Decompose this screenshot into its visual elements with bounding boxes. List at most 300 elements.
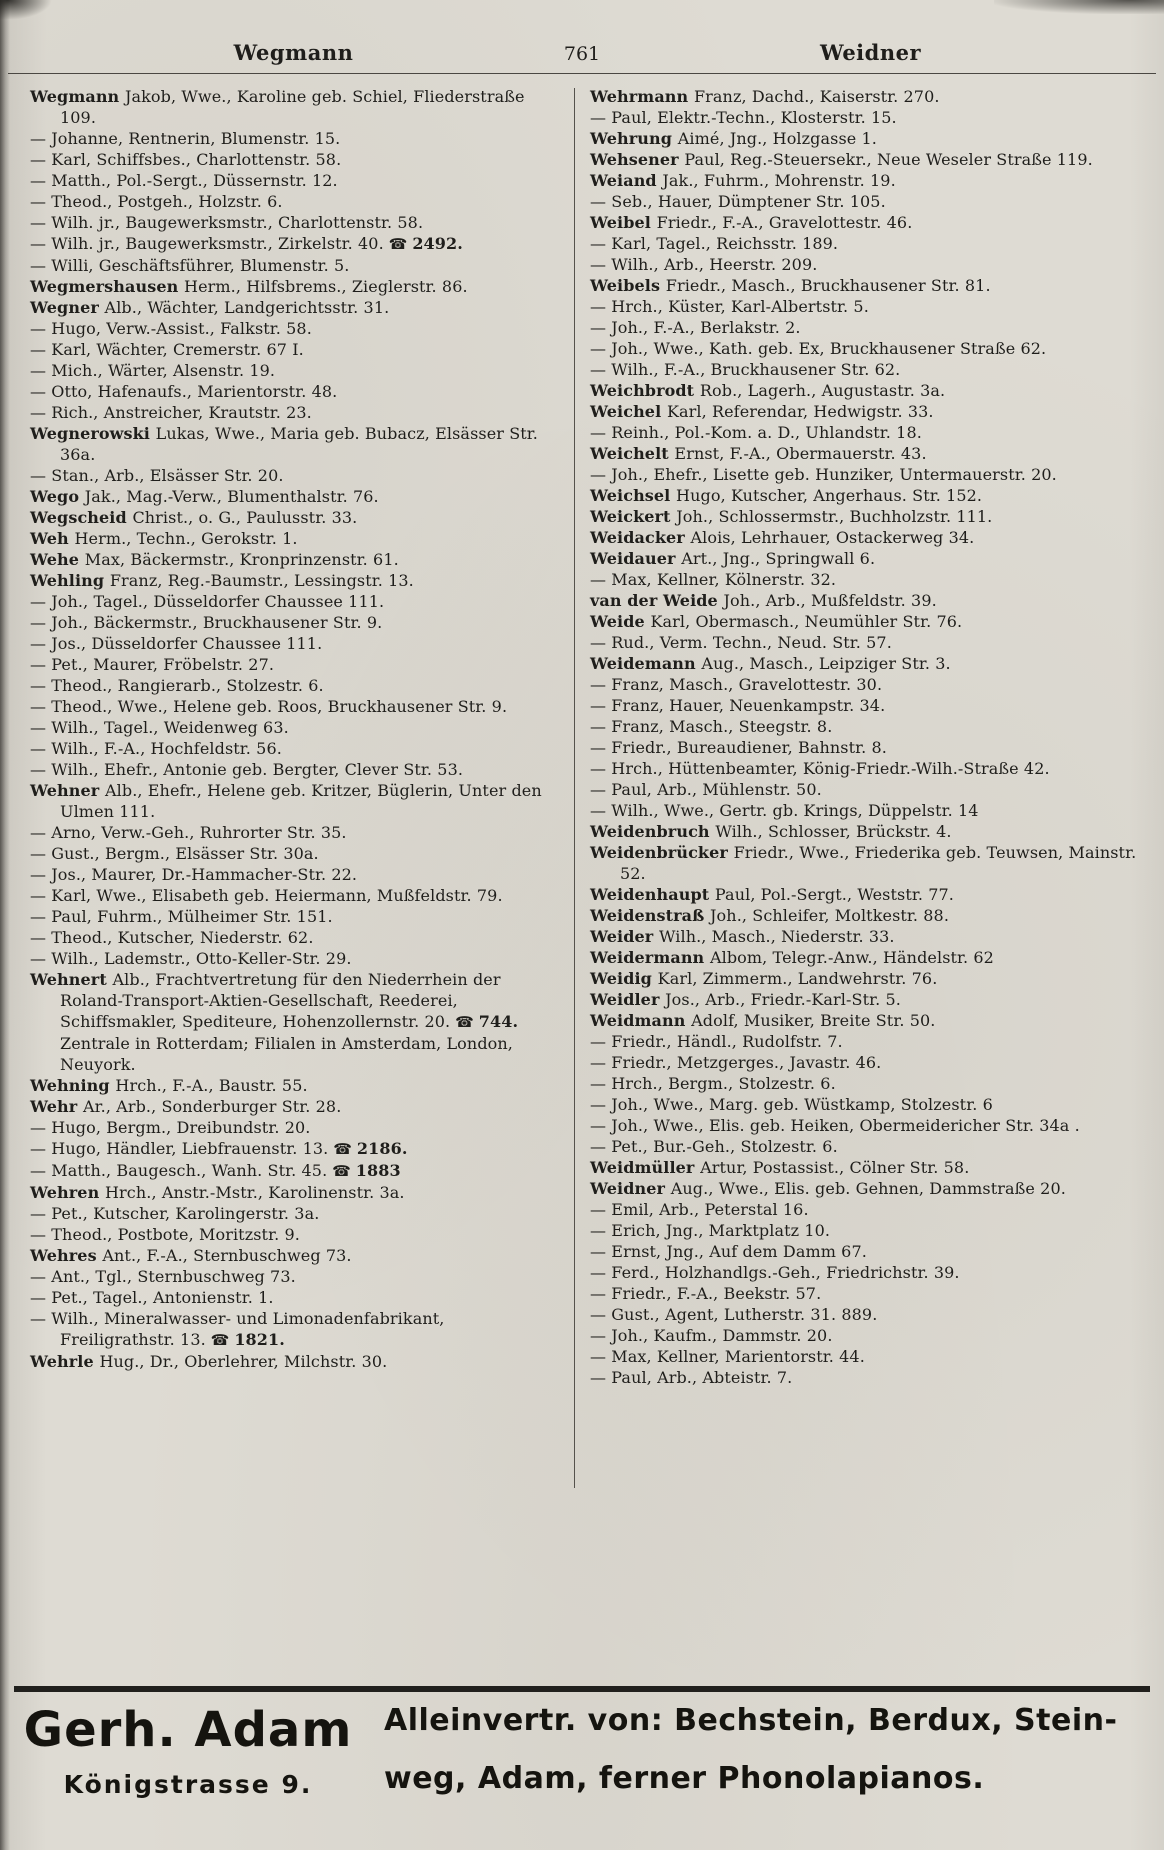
entry-text: — Ant., Tgl., Sternbuschweg 73. <box>30 1267 296 1286</box>
directory-entry <box>590 968 1140 989</box>
directory-entry <box>590 611 1140 632</box>
entry-text: Lukas, Wwe., Maria geb. Bubacz, Elsässer Str. 36a. <box>60 424 538 464</box>
entry-text: — Hrch., Bergm., Stolzestr. 6. <box>590 1074 836 1093</box>
directory-entry <box>590 485 1140 506</box>
entry-text: Herm., Techn., Gerokstr. 1. <box>74 529 298 548</box>
directory-entry <box>590 107 1140 128</box>
directory-entry <box>590 737 1140 758</box>
entry-text: — Karl, Wächter, Cremerstr. 67 I. <box>30 340 304 359</box>
directory-entry <box>590 128 1140 149</box>
directory-entry <box>30 1117 558 1138</box>
directory-entry <box>30 339 558 360</box>
entry-text: — Matth., Pol.-Sergt., Düssernstr. 12. <box>30 171 338 190</box>
directory-entry <box>590 674 1140 695</box>
entry-text: — Wilh. jr., Baugewerksmstr., Charlottenstr. 58. <box>30 213 424 232</box>
entry-text: Max, Bäckermstr., Kronprinzenstr. 61. <box>84 550 399 569</box>
entry-surname: Wehrmann <box>590 87 694 106</box>
telephone-number: 2186. <box>356 1139 408 1158</box>
directory-entry <box>30 885 558 906</box>
entry-surname: Weibel <box>590 213 657 232</box>
directory-entry <box>590 380 1140 401</box>
entry-surname: Wegmershausen <box>30 277 185 296</box>
directory-entry <box>30 1096 558 1117</box>
entry-text: — Rud., Verm. Techn., Neud. Str. 57. <box>590 633 892 652</box>
entry-surname: Weichbrodt <box>590 381 700 400</box>
directory-entry <box>30 948 558 969</box>
entry-text: — Ferd., Holzhandlgs.-Geh., Friedrichstr. 39. <box>590 1263 960 1282</box>
entry-surname: Weidemann <box>590 654 702 673</box>
entry-text: Karl, Zimmerm., Landwehrstr. 76. <box>657 969 938 988</box>
directory-entry <box>30 969 558 1075</box>
directory-entry <box>590 695 1140 716</box>
directory-entry <box>30 1203 558 1224</box>
entry-text-continued: Zentrale in Rotterdam; Filialen in Amsterdam, London, Neuyork. <box>60 1034 513 1074</box>
directory-entry <box>30 570 558 591</box>
entry-text: — Ernst, Jng., Auf dem Damm 67. <box>590 1242 867 1261</box>
entry-text: Franz, Reg.-Baumstr., Lessingstr. 13. <box>109 571 414 590</box>
column-left <box>30 86 558 1488</box>
entry-surname: Weidler <box>590 990 666 1009</box>
directory-entry <box>590 1325 1140 1346</box>
telephone-icon: ☎ <box>383 235 413 253</box>
entry-text: — Jos., Maurer, Dr.-Hammacher-Str. 22. <box>30 865 358 884</box>
entry-text: Jak., Mag.-Verw., Blumenthalstr. 76. <box>84 487 379 506</box>
entry-surname: Weidenhaupt <box>590 885 715 904</box>
directory-entry <box>30 1224 558 1245</box>
entry-text: Adolf, Musiker, Breite Str. 50. <box>691 1011 936 1030</box>
entry-text: Friedr., Masch., Bruckhausener Str. 81. <box>665 276 991 295</box>
entry-text: — Jos., Düsseldorfer Chaussee 111. <box>30 634 323 653</box>
telephone-number: 1821. <box>234 1330 285 1349</box>
entry-text: — Karl, Schiffsbes., Charlottenstr. 58. <box>30 150 342 169</box>
directory-entry <box>590 1241 1140 1262</box>
directory-entry <box>590 401 1140 422</box>
entry-text: Jos., Arb., Friedr.-Karl-Str. 5. <box>665 990 901 1009</box>
entry-surname: Weibels <box>590 276 666 295</box>
entry-text: Jakob, Wwe., Karoline geb. Schiel, Fliederstraße 109. <box>60 87 525 127</box>
entry-text: Friedr., Wwe., Friederika geb. Teuwsen, Mainstr. 52. <box>620 843 1137 883</box>
directory-entry <box>590 422 1140 443</box>
advertiser-address: Königstrasse 9. <box>63 1770 313 1799</box>
directory-entry <box>590 464 1140 485</box>
telephone-number: 744. <box>478 1012 519 1031</box>
entry-text: — Hrch., Hüttenbeamter, König-Friedr.-Wilh.-Straße 42. <box>590 759 1050 778</box>
entry-text: Hrch., Anstr.-Mstr., Karolinenstr. 3a. <box>105 1183 405 1202</box>
directory-entry <box>30 1245 558 1266</box>
directory-entry <box>590 1136 1140 1157</box>
directory-entry <box>590 1178 1140 1199</box>
directory-entry <box>30 1308 558 1351</box>
directory-entry <box>30 255 558 276</box>
entry-text: Aug., Masch., Leipziger Str. 3. <box>701 654 951 673</box>
entry-surname: Wehr <box>30 1097 83 1116</box>
entry-text: Jak., Fuhrm., Mohrenstr. 19. <box>662 171 896 190</box>
entry-text: — Joh., Bäckermstr., Bruckhausener Str. 9. <box>30 613 383 632</box>
entry-text: — Joh., F.-A., Berlakstr. 2. <box>590 318 801 337</box>
directory-entry <box>30 1160 558 1182</box>
directory-entry <box>30 1182 558 1203</box>
directory-entry <box>30 528 558 549</box>
directory-entry <box>590 86 1140 107</box>
directory-entry <box>590 1052 1140 1073</box>
entry-text: Joh., Arb., Mußfeldstr. 39. <box>723 591 937 610</box>
advertisement <box>14 1686 1150 1842</box>
entry-text: — Wilh., Ehefr., Antonie geb. Bergter, Clever Str. 53. <box>30 760 464 779</box>
entry-surname: Wehling <box>30 571 110 590</box>
entry-text: — Paul, Arb., Abteistr. 7. <box>590 1368 793 1387</box>
directory-entry <box>590 632 1140 653</box>
entry-text: — Friedr., Händl., Rudolfstr. 7. <box>590 1032 843 1051</box>
directory-entry <box>590 1010 1140 1031</box>
entry-text: — Wilh. jr., Baugewerksmstr., Zirkelstr. 40. <box>30 234 384 253</box>
entry-text: — Joh., Ehefr., Lisette geb. Hunziker, Untermauerstr. 20. <box>590 465 1057 484</box>
entry-surname: Weide <box>590 612 651 631</box>
directory-entry <box>590 842 1140 884</box>
entry-text: — Otto, Hafenaufs., Marientorstr. 48. <box>30 382 338 401</box>
entry-text: — Max, Kellner, Kölnerstr. 32. <box>590 570 837 589</box>
directory-entry <box>590 149 1140 170</box>
directory-entry <box>30 297 558 318</box>
entry-text: Hug., Dr., Oberlehrer, Milchstr. 30. <box>99 1352 388 1371</box>
entry-text: — Gust., Agent, Lutherstr. 31. 889. <box>590 1305 878 1324</box>
entry-surname: Wehe <box>30 550 85 569</box>
directory-entry <box>30 191 558 212</box>
advertisement-advertiser <box>20 1702 356 1799</box>
entry-text: — Joh., Wwe., Marg. geb. Wüstkamp, Stolzestr. 6 <box>590 1095 993 1114</box>
directory-entry <box>30 233 558 255</box>
entry-text: — Franz, Masch., Gravelottestr. 30. <box>590 675 883 694</box>
entry-text: Joh., Schlossermstr., Buchholzstr. 111. <box>676 507 993 526</box>
directory-entry <box>30 633 558 654</box>
directory-entry <box>30 212 558 233</box>
entry-text: — Paul, Elektr.-Techn., Klosterstr. 15. <box>590 108 897 127</box>
entry-text: Karl, Referendar, Hedwigstr. 33. <box>666 402 934 421</box>
entry-text: — Mich., Wärter, Alsenstr. 19. <box>30 361 276 380</box>
entry-surname: Weidenbrücker <box>590 843 734 862</box>
directory-entry <box>590 1031 1140 1052</box>
entry-surname: Weh <box>30 529 75 548</box>
entry-surname: Wehnert <box>30 970 113 989</box>
entry-text: Hugo, Kutscher, Angerhaus. Str. 152. <box>676 486 983 505</box>
entry-surname: Weidacker <box>590 528 691 547</box>
entry-text: — Hugo, Verw.-Assist., Falkstr. 58. <box>30 319 312 338</box>
entry-text: — Theod., Postbote, Moritzstr. 9. <box>30 1225 300 1244</box>
entry-text: — Hugo, Händler, Liebfrauenstr. 13. <box>30 1139 329 1158</box>
directory-entry <box>30 738 558 759</box>
directory-entry <box>590 758 1140 779</box>
directory-entry <box>30 465 558 486</box>
directory-entry <box>30 780 558 822</box>
directory-entry <box>30 822 558 843</box>
entry-surname: Weichsel <box>590 486 677 505</box>
directory-entry <box>30 1138 558 1160</box>
page-header <box>0 0 1164 73</box>
entry-text: — Willi, Geschäftsführer, Blumenstr. 5. <box>30 256 350 275</box>
entry-text: — Wilh., F.-A., Hochfeldstr. 56. <box>30 739 282 758</box>
entry-surname: Wehner <box>30 781 105 800</box>
directory-entry <box>590 170 1140 191</box>
entry-text: — Pet., Kutscher, Karolingerstr. 3a. <box>30 1204 320 1223</box>
directory-entry <box>590 905 1140 926</box>
directory-entry <box>590 338 1140 359</box>
entry-text: — Wilh., Tagel., Weidenweg 63. <box>30 718 289 737</box>
entry-surname: Wehrle <box>30 1352 100 1371</box>
directory-entry <box>590 1094 1140 1115</box>
scan-blot-top-left <box>0 0 52 20</box>
directory-entry <box>30 1287 558 1308</box>
entry-text: — Joh., Tagel., Düsseldorfer Chaussee 111. <box>30 592 385 611</box>
directory-entry <box>30 318 558 339</box>
directory-entry <box>30 86 558 128</box>
directory-entry <box>30 276 558 297</box>
entry-text: Aimé, Jng., Holzgasse 1. <box>677 129 877 148</box>
directory-entry <box>590 506 1140 527</box>
entry-text: — Max, Kellner, Marientorstr. 44. <box>590 1347 865 1366</box>
directory-entry <box>30 423 558 465</box>
directory-entry <box>590 443 1140 464</box>
entry-surname: Wehsener <box>590 150 685 169</box>
entry-surname: Wego <box>30 487 85 506</box>
entry-text: — Wilh., Mineralwasser- und Limonadenfabrikant, Freiligrathstr. 13. <box>30 1309 445 1349</box>
entry-text: Alb., Ehefr., Helene geb. Kritzer, Büglerin, Unter den Ulmen 111. <box>60 781 542 821</box>
entry-text: — Friedr., Metzgerges., Javastr. 46. <box>590 1053 882 1072</box>
entry-text: Friedr., F.-A., Gravelottestr. 46. <box>656 213 913 232</box>
directory-entry <box>590 191 1140 212</box>
entry-text: — Paul, Arb., Mühlenstr. 50. <box>590 780 822 799</box>
telephone-icon: ☎ <box>327 1162 356 1180</box>
advertisement-line-2: weg, Adam, ferner Phonolapianos. <box>384 1761 985 1796</box>
entry-text: Christ., o. G., Paulusstr. 33. <box>132 508 358 527</box>
directory-entry <box>590 653 1140 674</box>
directory-entry <box>30 1266 558 1287</box>
entry-text: — Matth., Baugesch., Wanh. Str. 45. <box>30 1161 328 1180</box>
directory-entry <box>590 1283 1140 1304</box>
directory-entry <box>30 1075 558 1096</box>
directory-entry <box>30 927 558 948</box>
entry-surname: Weiand <box>590 171 663 190</box>
entry-text: — Theod., Rangierarb., Stolzestr. 6. <box>30 676 324 695</box>
directory-entry <box>30 402 558 423</box>
directory-entry <box>30 170 558 191</box>
entry-surname: Wegscheid <box>30 508 133 527</box>
entry-text: — Stan., Arb., Elsässer Str. 20. <box>30 466 284 485</box>
entry-text: Alois, Lehrhauer, Ostackerweg 34. <box>690 528 975 547</box>
directory-entry <box>590 254 1140 275</box>
entry-text: — Reinh., Pol.-Kom. a. D., Uhlandstr. 18. <box>590 423 922 442</box>
directory-entry <box>590 1199 1140 1220</box>
entry-surname: Wegnerowski <box>30 424 156 443</box>
directory-entry <box>590 1304 1140 1325</box>
entry-surname: Weichel <box>590 402 667 421</box>
entry-text: — Seb., Hauer, Dümptener Str. 105. <box>590 192 886 211</box>
directory-entry <box>590 821 1140 842</box>
entry-text: Ant., F.-A., Sternbuschweg 73. <box>102 1246 352 1265</box>
entry-surname: Wehren <box>30 1183 105 1202</box>
directory-columns <box>0 74 1164 1488</box>
entry-text: Albom, Telegr.-Anw., Händelstr. 62 <box>709 948 994 967</box>
directory-entry <box>30 759 558 780</box>
entry-text: Joh., Schleifer, Moltkestr. 88. <box>710 906 950 925</box>
entry-text: — Theod., Wwe., Helene geb. Roos, Bruckhausener Str. 9. <box>30 697 508 716</box>
entry-text: Artur, Postassist., Cölner Str. 58. <box>700 1158 970 1177</box>
entry-text: Herm., Hilfsbrems., Zieglerstr. 86. <box>184 277 468 296</box>
directory-entry <box>30 717 558 738</box>
entry-text: — Pet., Bur.-Geh., Stolzestr. 6. <box>590 1137 838 1156</box>
entry-text: — Gust., Bergm., Elsässer Str. 30a. <box>30 844 319 863</box>
directory-entry <box>590 548 1140 569</box>
directory-entry <box>590 1346 1140 1367</box>
entry-text: Aug., Wwe., Elis. geb. Gehnen, Dammstraße 20. <box>670 1179 1066 1198</box>
directory-entry <box>590 1367 1140 1388</box>
entry-text: — Arno, Verw.-Geh., Ruhrorter Str. 35. <box>30 823 347 842</box>
entry-text: — Karl, Wwe., Elisabeth geb. Heiermann, Mußfeldstr. 79. <box>30 886 503 905</box>
entry-text: Alb., Wächter, Landgerichtsstr. 31. <box>104 298 390 317</box>
telephone-icon: ☎ <box>205 1331 235 1349</box>
entry-text: — Wilh., Lademstr., Otto-Keller-Str. 29. <box>30 949 352 968</box>
directory-entry <box>30 696 558 717</box>
entry-text: Ar., Arb., Sonderburger Str. 28. <box>82 1097 342 1116</box>
entry-text: — Joh., Kaufm., Dammstr. 20. <box>590 1326 833 1345</box>
directory-entry <box>30 864 558 885</box>
entry-text: Hrch., F.-A., Baustr. 55. <box>115 1076 308 1095</box>
entry-text: Paul, Pol.-Sergt., Weststr. 77. <box>714 885 954 904</box>
entry-surname: Wehning <box>30 1076 116 1095</box>
directory-entry <box>590 317 1140 338</box>
entry-text: Wilh., Masch., Niederstr. 33. <box>659 927 895 946</box>
directory-entry <box>30 906 558 927</box>
entry-text: — Joh., Wwe., Kath. geb. Ex, Bruckhausener Straße 62. <box>590 339 1047 358</box>
entry-surname: Weidmüller <box>590 1158 701 1177</box>
entry-text: — Joh., Wwe., Elis. geb. Heiken, Obermeidericher Str. 34a . <box>590 1116 1080 1135</box>
directory-entry <box>590 1115 1140 1136</box>
entry-text: Karl, Obermasch., Neumühler Str. 76. <box>650 612 963 631</box>
directory-entry <box>590 884 1140 905</box>
entry-text: — Wilh., Arb., Heerstr. 209. <box>590 255 818 274</box>
scan-blot-top-right <box>994 0 1164 14</box>
entry-surname: Weidenbruch <box>590 822 716 841</box>
directory-entry <box>590 527 1140 548</box>
directory-entry <box>30 507 558 528</box>
directory-entry <box>30 149 558 170</box>
directory-entry <box>590 296 1140 317</box>
entry-text: — Hrch., Küster, Karl-Albertstr. 5. <box>590 297 869 316</box>
entry-text: — Friedr., Bureaudiener, Bahnstr. 8. <box>590 738 887 757</box>
telephone-number: 2492. <box>412 234 463 253</box>
directory-entry <box>590 926 1140 947</box>
scan-edge-smudge <box>0 0 10 1850</box>
advertisement-line-1: Alleinvertr. von: Bechstein, Berdux, Stein- <box>384 1703 1118 1738</box>
directory-entry <box>590 359 1140 380</box>
entry-text: — Friedr., F.-A., Beekstr. 57. <box>590 1284 822 1303</box>
entry-text: — Erich, Jng., Marktplatz 10. <box>590 1221 831 1240</box>
entry-text: Ernst, F.-A., Obermauerstr. 43. <box>674 444 927 463</box>
entry-text: — Pet., Tagel., Antonienstr. 1. <box>30 1288 274 1307</box>
entry-surname: Weidenstraß <box>590 906 711 925</box>
directory-entry <box>30 843 558 864</box>
entry-surname: Weickert <box>590 507 677 526</box>
entry-text: Paul, Reg.-Steuersekr., Neue Weseler Straße 119. <box>684 150 1093 169</box>
entry-text: — Paul, Fuhrm., Mülheimer Str. 151. <box>30 907 333 926</box>
directory-entry <box>590 569 1140 590</box>
entry-surname: Wehres <box>30 1246 103 1265</box>
directory-entry <box>30 675 558 696</box>
directory-entry <box>590 233 1140 254</box>
directory-entry <box>590 212 1140 233</box>
entry-surname: Wehrung <box>590 129 678 148</box>
entry-text: — Wilh., F.-A., Bruckhausener Str. 62. <box>590 360 901 379</box>
directory-entry <box>590 989 1140 1010</box>
entry-surname: Weidermann <box>590 948 710 967</box>
telephone-icon: ☎ <box>450 1013 479 1031</box>
entry-text: — Johanne, Rentnerin, Blumenstr. 15. <box>30 129 341 148</box>
entry-surname: Weichelt <box>590 444 675 463</box>
directory-entry <box>590 1262 1140 1283</box>
header-keyword-left: Wegmann <box>233 40 354 65</box>
entry-text: — Rich., Anstreicher, Krautstr. 23. <box>30 403 312 422</box>
directory-entry <box>30 612 558 633</box>
header-keyword-right: Weidner <box>819 40 922 65</box>
directory-entry <box>30 654 558 675</box>
directory-entry <box>590 275 1140 296</box>
entry-text: — Pet., Maurer, Fröbelstr. 27. <box>30 655 275 674</box>
entry-text: — Hugo, Bergm., Dreibundstr. 20. <box>30 1118 311 1137</box>
telephone-number: 1883 <box>355 1161 401 1180</box>
entry-text: Art., Jng., Springwall 6. <box>681 549 876 568</box>
entry-text: — Theod., Postgeh., Holzstr. 6. <box>30 192 283 211</box>
entry-text: Franz, Dachd., Kaiserstr. 270. <box>693 87 940 106</box>
directory-entry <box>30 486 558 507</box>
entry-surname: Weidauer <box>590 549 682 568</box>
entry-text: — Theod., Kutscher, Niederstr. 62. <box>30 928 314 947</box>
entry-text: — Franz, Hauer, Neuenkampstr. 34. <box>590 696 886 715</box>
column-right <box>590 86 1140 1488</box>
entry-text: — Karl, Tagel., Reichsstr. 189. <box>590 234 839 253</box>
directory-entry <box>590 779 1140 800</box>
directory-entry <box>590 1220 1140 1241</box>
entry-text: — Franz, Masch., Steegstr. 8. <box>590 717 833 736</box>
entry-surname: Wegmann <box>30 87 125 106</box>
directory-entry <box>30 381 558 402</box>
entry-surname: Weidig <box>590 969 658 988</box>
telephone-icon: ☎ <box>328 1140 357 1158</box>
directory-entry <box>590 1073 1140 1094</box>
directory-entry <box>590 716 1140 737</box>
entry-surname: Weider <box>590 927 659 946</box>
column-divider-rule <box>574 88 575 1488</box>
advertisement-text <box>356 1703 1146 1796</box>
directory-entry <box>30 360 558 381</box>
entry-surname: Weidner <box>590 1179 671 1198</box>
directory-entry <box>30 128 558 149</box>
entry-text: Rob., Lagerh., Augustastr. 3a. <box>699 381 946 400</box>
directory-entry <box>590 947 1140 968</box>
entry-text: — Wilh., Wwe., Gertr. gb. Krings, Düppelstr. 14 <box>590 801 979 820</box>
directory-entry <box>590 590 1140 611</box>
advertiser-name: Gerh. Adam <box>23 1702 353 1758</box>
entry-text: Alb., Frachtvertretung für den Niederrhein der Roland-Transport-Aktien-Gesellschaft, Reederei, Schiffsmakler, Spediteure, Hohenzollernstr. 20. <box>60 970 501 1031</box>
entry-surname: Wegner <box>30 298 105 317</box>
entry-surname: van der Weide <box>590 591 724 610</box>
entry-surname: Weidmann <box>590 1011 692 1030</box>
directory-entry <box>590 800 1140 821</box>
directory-entry <box>30 591 558 612</box>
entry-text: — Emil, Arb., Peterstal 16. <box>590 1200 809 1219</box>
directory-entry <box>30 1351 558 1372</box>
directory-entry <box>30 549 558 570</box>
entry-text: Wilh., Schlosser, Brückstr. 4. <box>715 822 952 841</box>
page-number: 761 <box>563 43 601 65</box>
directory-entry <box>590 1157 1140 1178</box>
